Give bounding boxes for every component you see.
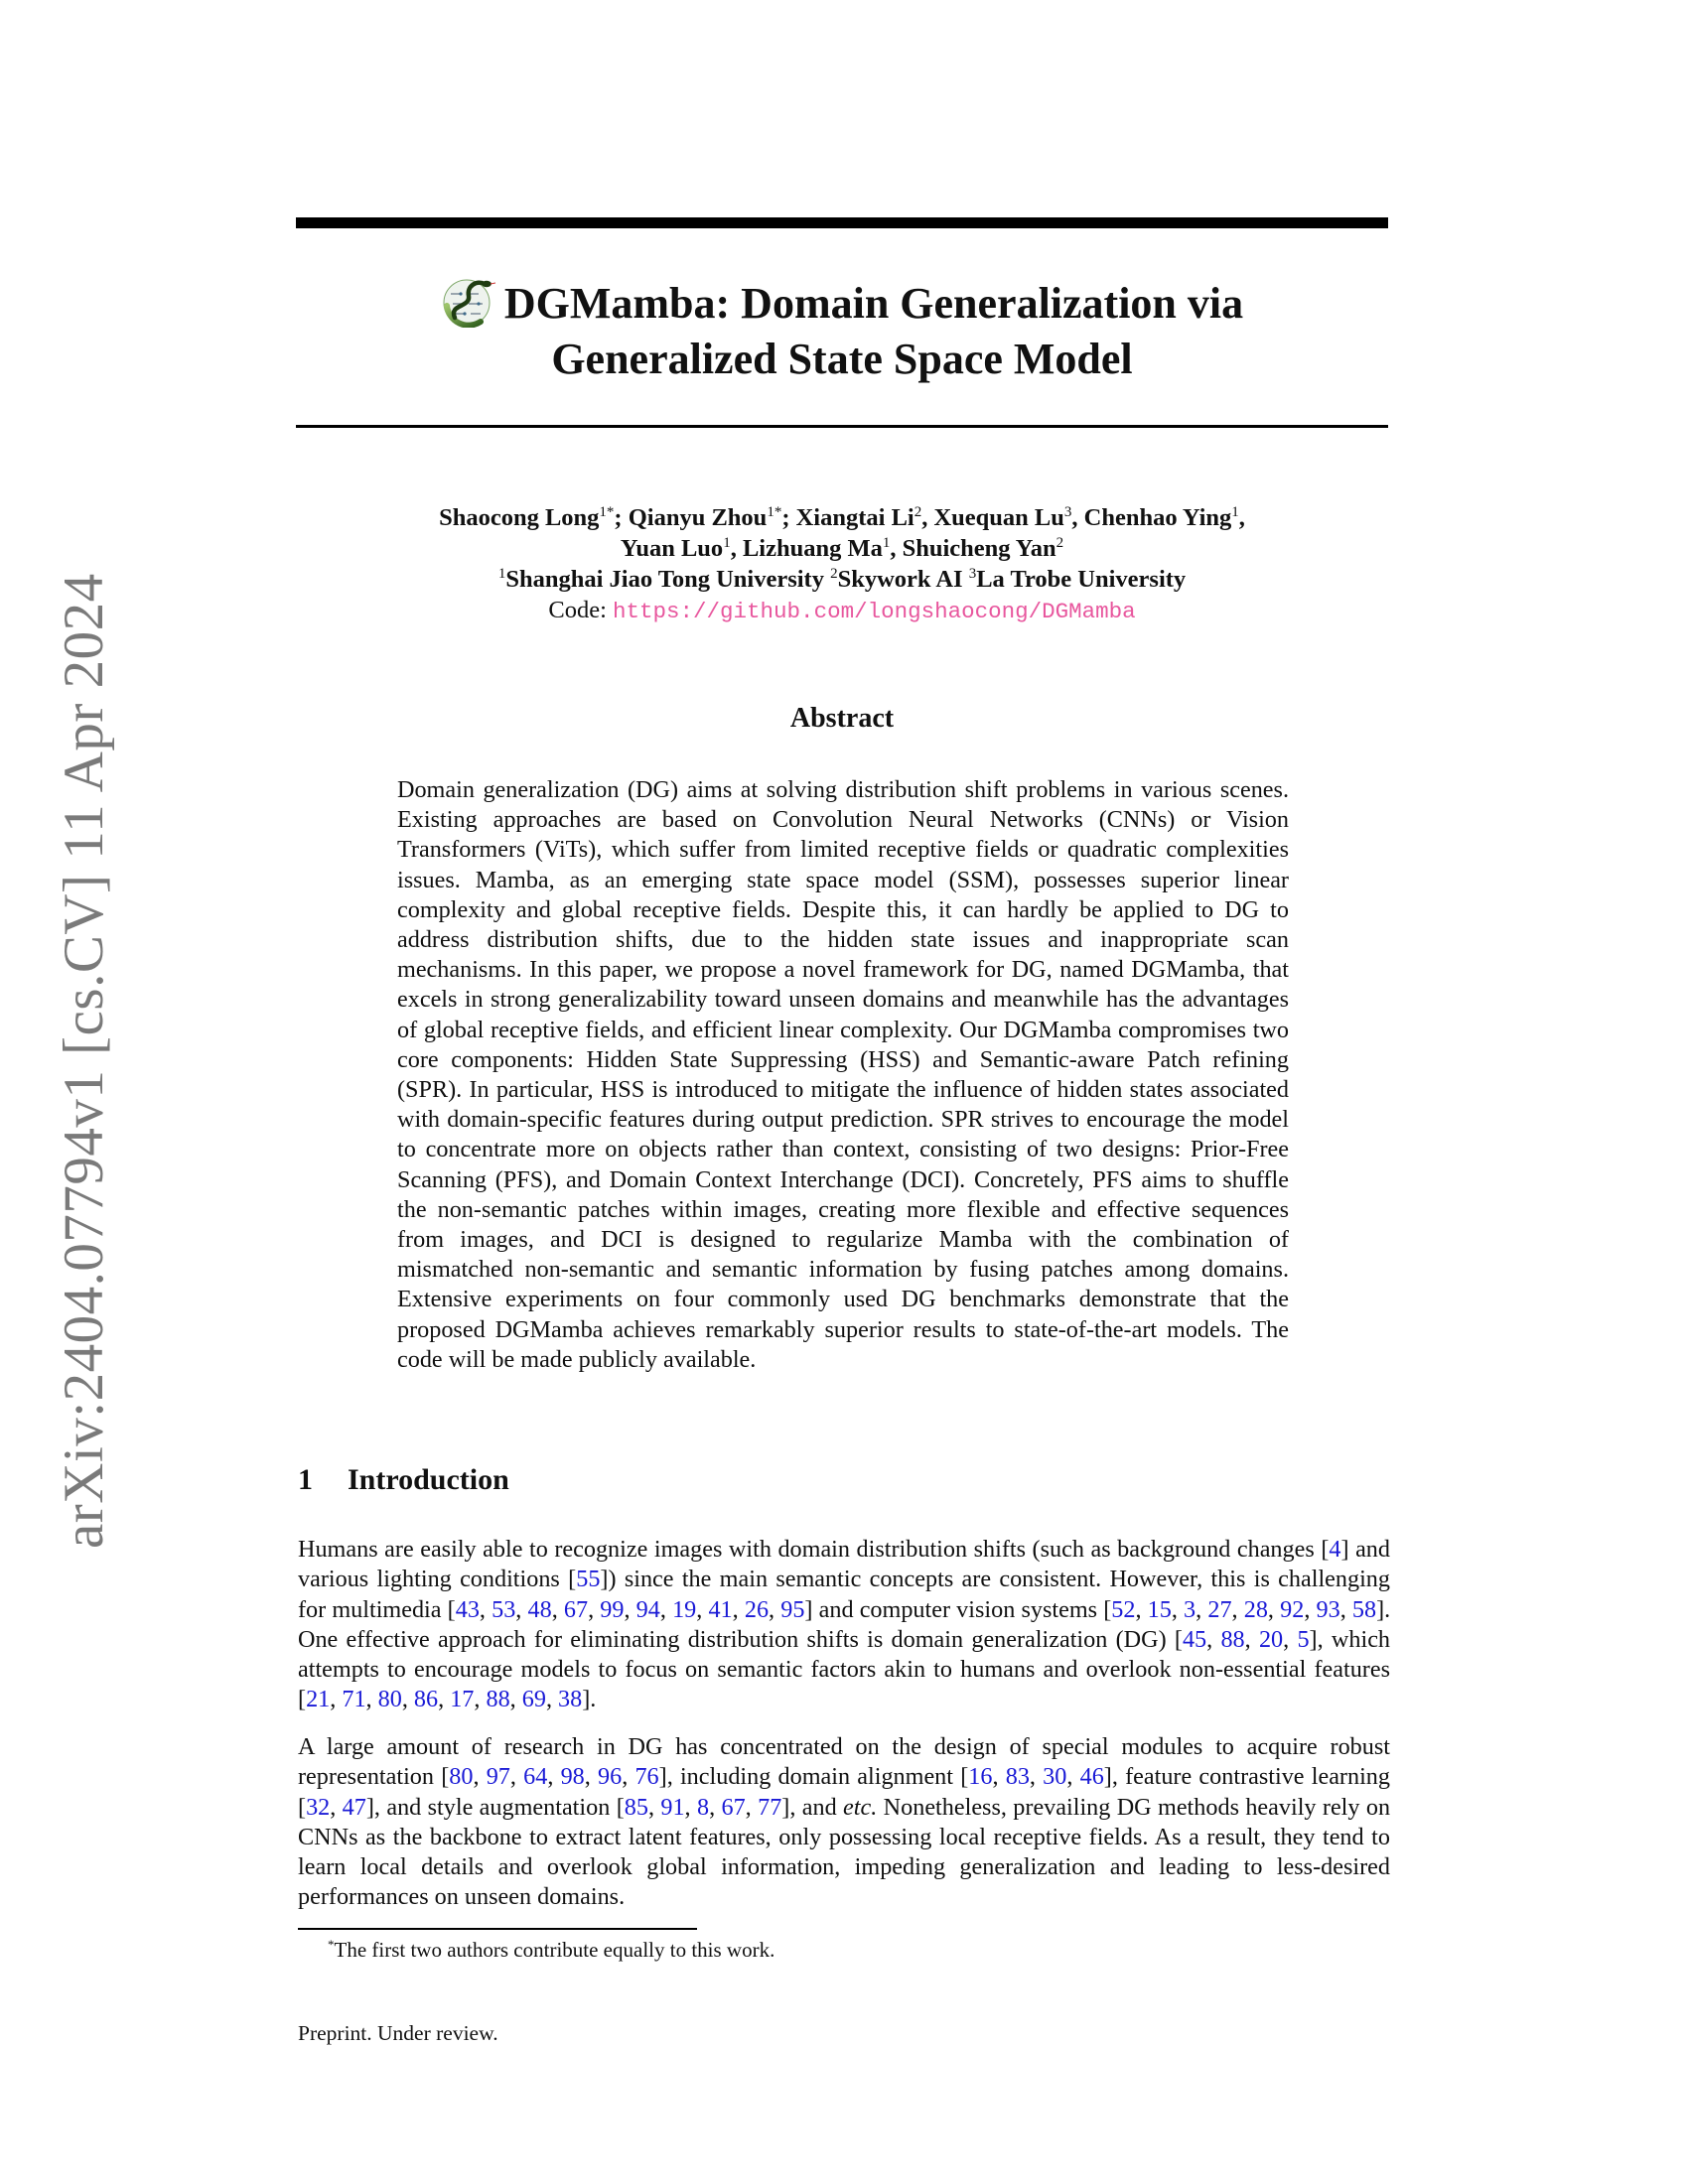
citation-link[interactable]: 41 [708, 1595, 733, 1623]
author-name: Xuequan Lu [933, 504, 1064, 531]
title-line-1: DGMamba: Domain Generalization via [503, 279, 1244, 328]
author-line-1: Shaocong Long$^{1*}$; Qianyu Zhou$^{1*}$; Xiangtai Li$^2$, Xuequan Lu$^3$, Chenhao Ying$^1$, [439, 504, 1245, 531]
citation-link[interactable]: 55 [576, 1566, 601, 1593]
snake-circuit-logo-icon [441, 274, 496, 328]
citation-link[interactable]: 91 [660, 1793, 685, 1821]
citation-link[interactable]: 4 [1329, 1536, 1341, 1563]
citation-link[interactable]: 47 [342, 1793, 366, 1821]
code-label: Code: [548, 597, 607, 623]
citation-link[interactable]: 67 [721, 1793, 746, 1821]
abstract-text: Domain generalization (DG) aims at solving distribution shift problems in various scenes. Existing approaches are based on Convolution Neural Networks (CNNs) or Vision Transformers (ViTs), which suffer from limited receptive fields or quadratic complexities issues. Mamba, as an emerging state space model (SSM), possesses superior linear complexity and global receptive fields. Despite this, it can hardly be applied to DG to address distribution shifts, due to the hidden state issues and inappropriate scan mechanisms. In this paper, we propose a novel framework for DG, named DGMamba, that excels in strong generalizability toward unseen domains and meanwhile has the advantages of global receptive fields, and efficient linear complexity. Our DGMamba compromises two core components: Hidden State Suppressing (HSS) and Semantic-aware Patch refining (SPR). In particular, HSS is introduced to mitigate the influence of hidden states associated with domain-specific features during output prediction. SPR strives to encourage the model to concentrate more on objects rather than context, consisting of two designs: Prior-Free Scanning (PFS), and Domain Context Interchange (DCI). Concretely, PFS aims to shuffle the non-semantic patches within images, creating more flexible and effective sequences from images, and DCI is designed to regularize Mamba with the combination of mismatched non-semantic and semantic information by fusing patches among domains. Extensive experiments on four commonly used DG benchmarks demonstrate that the proposed DGMamba achieves remarkably superior results to state-of-the-art models. The code will be made publicly available. [397, 776, 1289, 1373]
citation-link[interactable]: 80 [377, 1686, 402, 1713]
citation-link[interactable]: 19 [672, 1595, 697, 1623]
author-name: Chenhao Ying [1083, 504, 1232, 531]
citation-link[interactable]: 27 [1207, 1595, 1232, 1623]
citation-link[interactable]: 96 [598, 1763, 623, 1791]
intro-paragraph-1: Humans are easily able to recognize images with domain distribution shifts (such as background changes [4] and various lighting conditions [55]) since the main semantic concepts are consistent. However, this is challenging for multimedia [43, 53, 48, 67, 99, 94, 19, 41, 26, 95] and computer vision systems [52, 15, 3, 27, 28, 92, 93, 58]. One effective approach for eliminating distribution shifts is domain generalization (DG) [45, 88, 20, 5], which attempts to encourage models to focus on semantic factors akin to humans and overlook non-essential features [21, 71, 80, 86, 17, 88, 69, 38]. [298, 1536, 1391, 1713]
citation-link[interactable]: 52 [1111, 1595, 1136, 1623]
affiliation: Shanghai Jiao Tong University [505, 566, 824, 593]
citation-link[interactable]: 46 [1079, 1763, 1104, 1791]
citation-link[interactable]: 76 [634, 1763, 659, 1791]
preprint-notice: Preprint. Under review. [298, 2021, 498, 2045]
author-name: Shuicheng Yan [902, 535, 1056, 562]
citation-link[interactable]: 3 [1184, 1595, 1196, 1623]
citation-link[interactable]: 77 [758, 1793, 782, 1821]
citation-link[interactable]: 98 [560, 1763, 585, 1791]
citation-link[interactable]: 83 [1005, 1763, 1030, 1791]
footnote-rule [298, 1928, 697, 1930]
citation-link[interactable]: 30 [1043, 1763, 1067, 1791]
title-top-rule [296, 217, 1388, 228]
citation-link[interactable]: 38 [558, 1686, 583, 1713]
italic-text: etc. [843, 1793, 878, 1821]
author-line-2: Yuan Luo$^1$, Lizhuang Ma$^1$, Shuicheng Yan$^2$ [620, 535, 1064, 562]
author-name: Xiangtai Li [795, 504, 914, 531]
citation-link[interactable]: 93 [1316, 1595, 1340, 1623]
author-name: Qianyu Zhou [628, 504, 768, 531]
citation-link[interactable]: 58 [1351, 1595, 1377, 1623]
citation-link[interactable]: 67 [563, 1595, 589, 1623]
title-bottom-rule [296, 425, 1388, 428]
citation-link[interactable]: 48 [527, 1595, 552, 1623]
paper-title [296, 274, 1388, 387]
citation-link[interactable]: 88 [1220, 1625, 1245, 1653]
footnote-text: The first two authors contribute equally to this work. [334, 1938, 775, 1962]
citation-link[interactable]: 8 [696, 1793, 710, 1821]
citation-link[interactable]: 92 [1280, 1595, 1305, 1623]
citation-link[interactable]: 95 [780, 1595, 805, 1623]
citation-link[interactable]: 53 [492, 1595, 516, 1623]
affiliation: La Trobe University [976, 566, 1187, 593]
citation-link[interactable]: 45 [1182, 1625, 1207, 1653]
citation-link[interactable]: 5 [1297, 1625, 1310, 1653]
citation-link[interactable]: 69 [521, 1686, 546, 1713]
citation-link[interactable]: 97 [486, 1763, 510, 1791]
citation-link[interactable]: 21 [306, 1686, 331, 1713]
citation-link[interactable]: 99 [600, 1595, 625, 1623]
citation-link[interactable]: 43 [455, 1595, 480, 1623]
citation-link[interactable]: 20 [1258, 1625, 1284, 1653]
citation-link[interactable]: 86 [413, 1686, 439, 1713]
affiliation: Skywork AI [837, 566, 963, 593]
citation-link[interactable]: 16 [968, 1763, 993, 1791]
citation-link[interactable]: 32 [306, 1793, 331, 1821]
affiliation-line: $^1$Shanghai Jiao Tong University $^2$Skywork AI $^3$La Trobe University [497, 566, 1187, 593]
citation-link[interactable]: 28 [1243, 1595, 1268, 1623]
author-block [296, 502, 1388, 627]
citation-link[interactable]: 80 [449, 1763, 474, 1791]
section-number: 1 [298, 1463, 313, 1496]
author-name: Lizhuang Ma [742, 535, 883, 562]
abstract-heading: Abstract [789, 703, 895, 734]
citation-link[interactable]: 64 [523, 1763, 548, 1791]
code-repository-link[interactable]: https://github.com/longshaocong/DGMamba [613, 599, 1136, 624]
citation-link[interactable]: 85 [624, 1793, 648, 1821]
section-title: Introduction [348, 1463, 509, 1496]
citation-link[interactable]: 94 [635, 1595, 660, 1623]
section-heading-introduction [298, 1463, 509, 1497]
author-name: Shaocong Long [439, 504, 600, 531]
footnote [328, 1938, 774, 1963]
arxiv-stamp: arXiv:2404.07794v1 [cs.CV] 11 Apr 2024 [53, 573, 115, 1549]
citation-link[interactable]: 26 [744, 1595, 770, 1623]
author-name: Yuan Luo [620, 535, 724, 562]
citation-link[interactable]: 88 [486, 1686, 510, 1713]
footnote-mark: * [328, 1937, 335, 1952]
citation-link[interactable]: 71 [342, 1686, 366, 1713]
intro-paragraph-2: A large amount of research in DG has concentrated on the design of special modules to acquire robust representation [80, 97, 64, 98, 96, 76], including domain alignment [16, 83, 30, 46], feature contrastive learning [32, 47], and style augmentation [85, 91, 8, 67, 77], and etc. Nonetheless, prevailing DG methods heavily rely on CNNs as the backbone to extract latent features, only possessing local receptive fields. As a result, they tend to learn local details and overlook global information, impeding generalization and leading to less-desired performances on unseen domains. [298, 1733, 1391, 1911]
code-line [296, 595, 1388, 627]
citation-link[interactable]: 15 [1147, 1595, 1172, 1623]
citation-link[interactable]: 17 [450, 1686, 475, 1713]
title-line-2: Generalized State Space Model [551, 335, 1133, 383]
